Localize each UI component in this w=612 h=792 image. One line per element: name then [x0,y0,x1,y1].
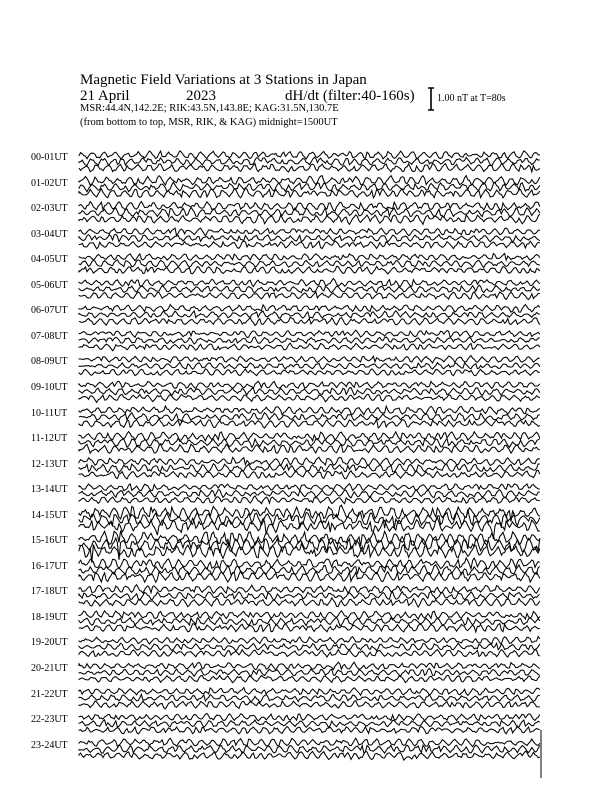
hour-label: 06-07UT [31,305,68,317]
trace-rik-09-10ut [79,388,540,396]
hour-label: 14-15UT [31,509,68,521]
trace-rik-08-09ut [79,362,540,369]
trace-msr-03-04ut [79,241,540,249]
trace-msr-19-20ut [79,649,540,657]
hour-label: 07-08UT [31,330,68,342]
quantity-filter-label: dH/dt (filter:40-160s) [285,88,415,104]
trace-kag-05-06ut [79,279,540,287]
trace-kag-09-10ut [79,381,540,388]
hour-label: 13-14UT [31,484,68,496]
trace-kag-07-08ut [79,330,540,337]
station-order-note: (from bottom to top, MSR, RIK, & KAG) midnight=1500UT [80,117,338,128]
date-label: 21 April [80,88,130,104]
trace-rik-23-24ut [79,745,540,753]
year-label: 2023 [186,88,216,104]
trace-kag-20-21ut [79,662,540,670]
trace-kag-14-15ut [79,505,540,522]
trace-rik-06-07ut [79,311,540,319]
trace-msr-09-10ut [79,394,540,402]
trace-kag-13-14ut [79,484,540,491]
chart-title: Magnetic Field Variations at 3 Stations in Japan [80,72,367,88]
hour-label: 16-17UT [31,560,68,572]
trace-msr-04-05ut [79,266,540,274]
trace-msr-22-23ut [79,726,540,734]
hour-label: 20-21UT [31,663,68,674]
hour-label: 01-02UT [31,177,68,189]
trace-kag-23-24ut [79,738,540,746]
trace-msr-05-06ut [79,292,540,300]
trace-rik-07-08ut [79,337,540,344]
hour-label: 09-10UT [31,381,68,393]
trace-kag-19-20ut [79,637,540,645]
scale-bar [428,88,434,110]
trace-kag-08-09ut [79,356,540,363]
trace-kag-11-12ut [79,432,540,441]
hour-label: 03-04UT [31,228,68,240]
hour-label: 11-12UT [31,433,68,445]
trace-kag-12-13ut [79,457,540,465]
trace-msr-17-18ut [79,598,540,607]
trace-rik-20-21ut [79,668,540,676]
trace-kag-16-17ut [79,558,540,569]
trace-kag-21-22ut [79,688,540,696]
trace-rik-05-06ut [79,285,540,293]
trace-rik-10-11ut [79,413,540,422]
scale-bar-label: 1.00 nT at T=80s [437,93,506,104]
trace-msr-01-02ut [79,189,540,198]
hour-label: 15-16UT [31,535,68,547]
hour-label: 21-22UT [31,688,68,700]
hour-label: 22-23UT [31,714,68,726]
trace-msr-13-14ut [79,496,540,504]
trace-rik-00-01ut [79,157,540,166]
hour-label: 19-20UT [31,637,68,649]
hour-label: 05-06UT [31,279,68,291]
trace-rik-12-13ut [79,464,540,473]
hour-label: 00-01UT [31,152,68,163]
trace-kag-00-01ut [79,151,540,159]
trace-msr-20-21ut [79,675,540,682]
trace-rik-22-23ut [79,720,540,728]
stations-coordinates: MSR:44.4N,142.2E; RIK:43.5N,143.8E; KAG:31.5N,130.7E [80,103,339,114]
hour-label: 18-19UT [31,611,68,623]
trace-kag-22-23ut [79,713,540,721]
trace-rik-19-20ut [79,643,540,651]
trace-msr-11-12ut [79,444,540,453]
trace-kag-18-19ut [79,611,540,619]
trace-msr-06-07ut [79,317,540,325]
trace-kag-01-02ut [79,176,540,186]
trace-kag-10-11ut [79,406,540,415]
trace-kag-06-07ut [79,305,540,313]
trace-kag-03-04ut [79,228,540,236]
hour-label: 08-09UT [31,356,68,368]
trace-msr-12-13ut [79,470,540,479]
trace-msr-02-03ut [79,214,540,224]
hour-label: 17-18UT [31,586,68,598]
trace-kag-02-03ut [79,202,540,211]
trace-msr-08-09ut [79,369,540,376]
trace-msr-07-08ut [79,343,540,351]
trace-rik-15-16ut [79,537,540,560]
hour-label: 12-13UT [31,458,68,470]
trace-rik-13-14ut [79,490,540,498]
trace-rik-17-18ut [79,592,540,601]
hour-label: 02-03UT [31,203,68,215]
trace-kag-04-05ut [79,254,540,261]
trace-msr-18-19ut [79,624,540,632]
hour-label: 10-11UT [31,407,68,419]
trace-rik-21-22ut [79,694,540,702]
hour-label: 04-05UT [31,254,68,266]
hour-label: 23-24UT [31,739,68,751]
trace-msr-21-22ut [79,701,540,709]
trace-rik-18-19ut [79,617,540,625]
